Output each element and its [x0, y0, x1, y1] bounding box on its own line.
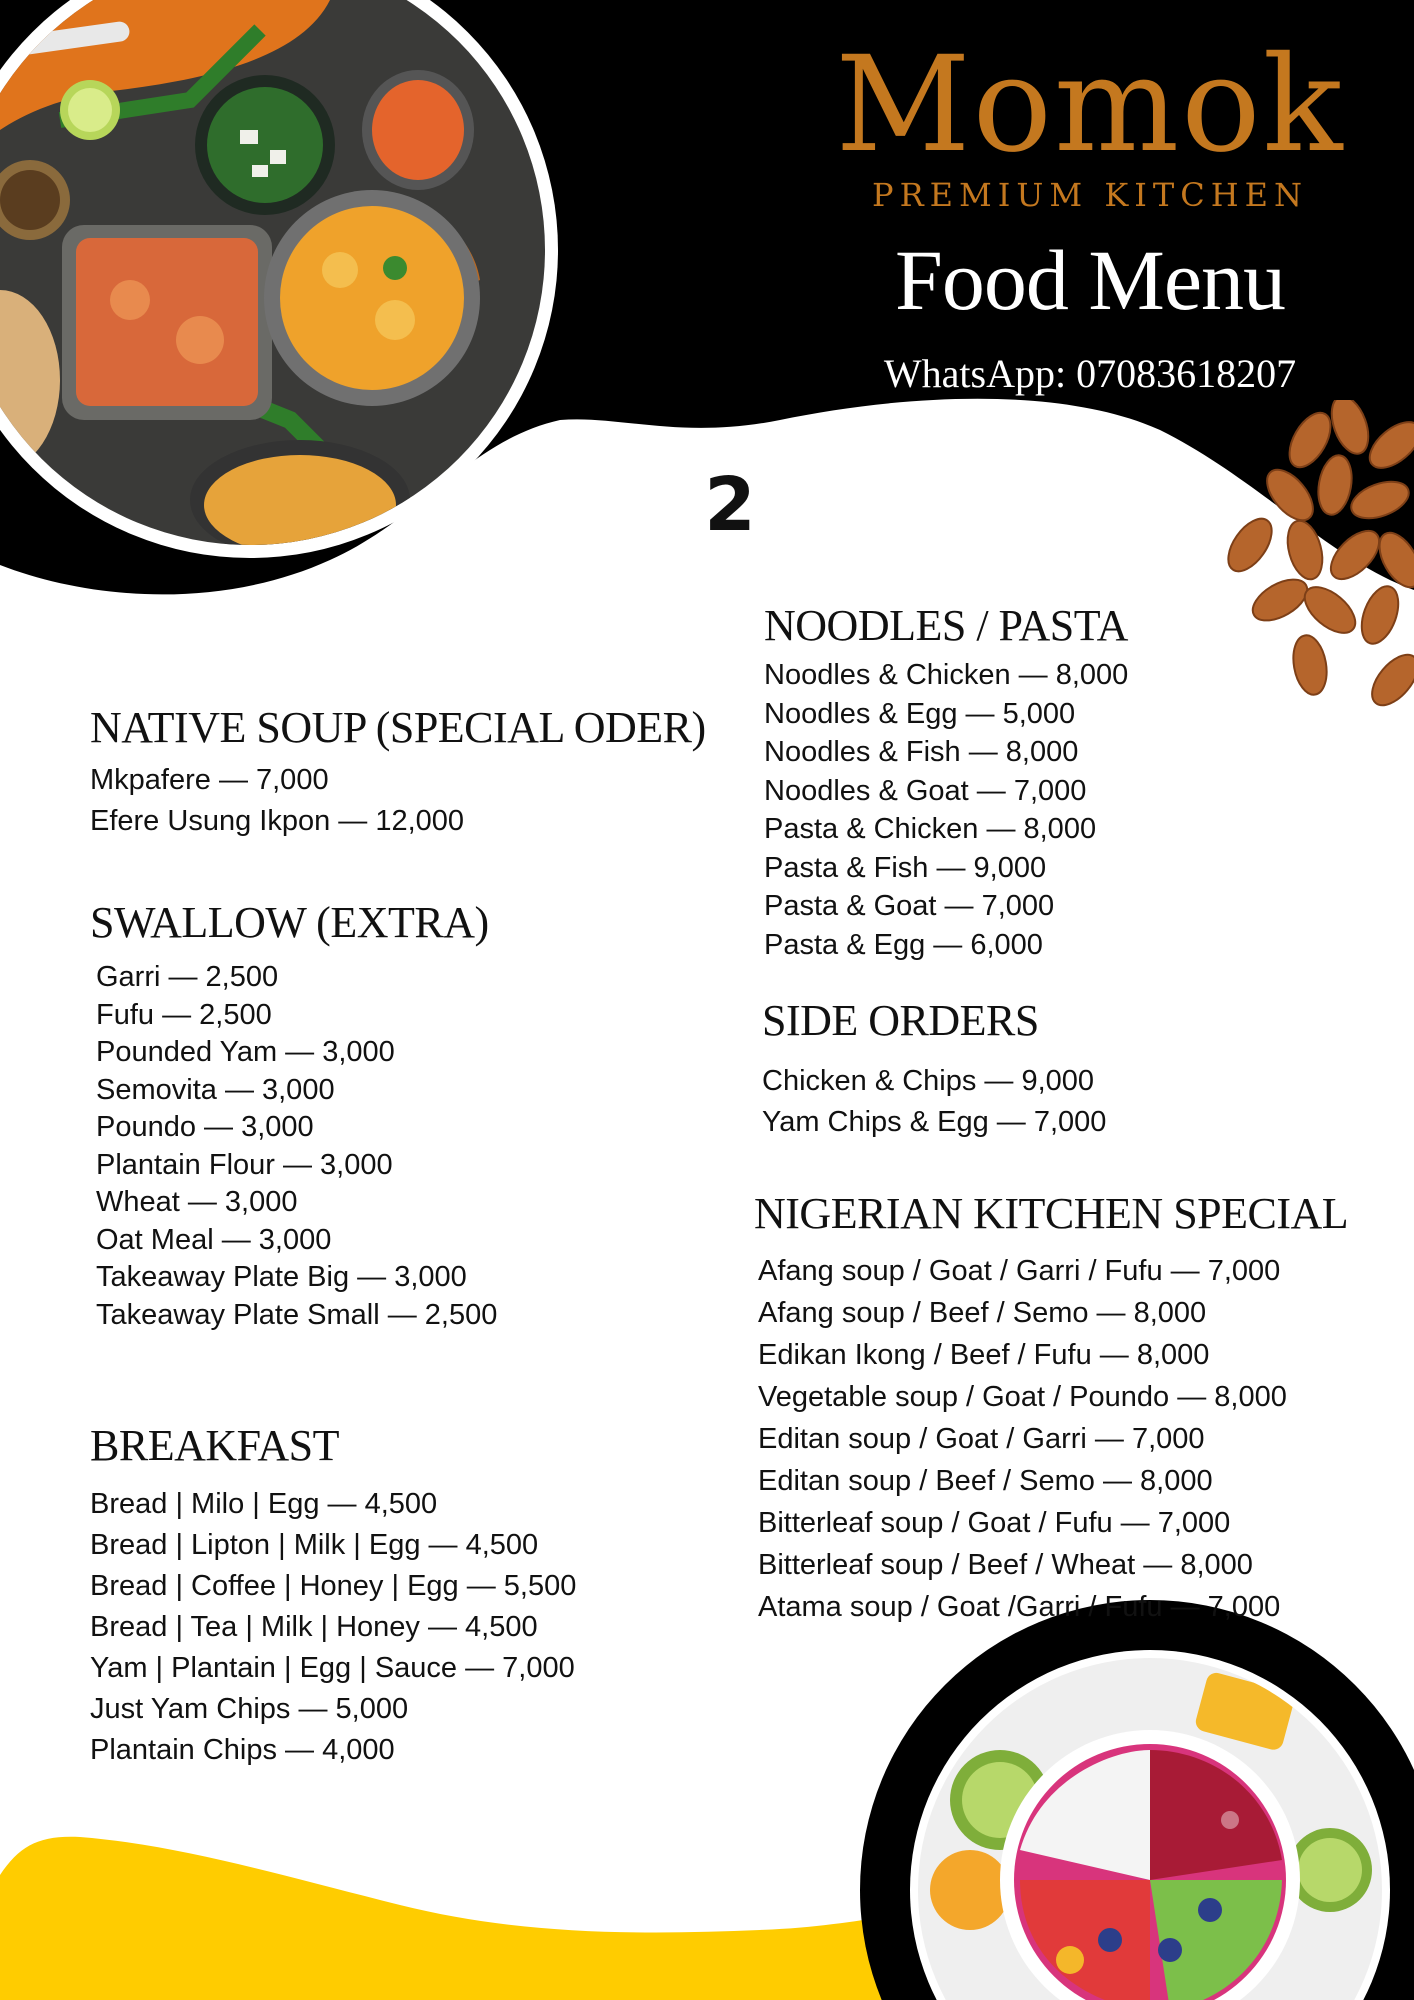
menu-item: Edikan Ikong / Beef / Fufu — 8,000	[758, 1339, 1210, 1371]
menu-item: Noodles & Chicken — 8,000	[764, 659, 1129, 691]
menu-item: Noodles & Goat — 7,000	[764, 774, 1087, 807]
almonds-photo	[1210, 400, 1414, 730]
menu-item: Mkpafere — 7,000	[90, 764, 329, 796]
menu-item: Bread | Coffee | Honey | Egg — 5,500	[90, 1570, 577, 1602]
menu-item: Wheat — 3,000	[96, 1186, 298, 1218]
item-list	[90, 760, 706, 842]
section-title: SWALLOW (EXTRA)	[90, 898, 489, 947]
menu-item: Bread | Milo | Egg — 4,500	[90, 1488, 438, 1520]
footer-yellow-wave	[0, 1837, 900, 2000]
section-title: BREAKFAST	[90, 1421, 339, 1470]
menu-item: Takeaway Plate Big — 3,000	[96, 1261, 467, 1293]
menu-item: Yam Chips & Egg — 7,000	[762, 1106, 1107, 1138]
section-breakfast	[90, 1420, 576, 1771]
section-noodles-pasta	[764, 600, 1128, 964]
indian-dishes-photo	[0, 0, 560, 560]
menu-item: Plantain Flour — 3,000	[96, 1148, 393, 1181]
menu-item: Noodles & Fish — 8,000	[764, 736, 1079, 768]
menu-item: Pasta & Goat — 7,000	[764, 890, 1055, 922]
fruit-bowl-photo	[910, 1650, 1414, 2000]
item-list	[90, 1484, 576, 1771]
item-list	[758, 1250, 1348, 1628]
menu-item: Atama soup / Goat /Garri / Fufu — 7,000	[758, 1591, 1281, 1623]
section-title: SIDE ORDERS	[762, 996, 1039, 1045]
item-list	[762, 1061, 1106, 1143]
menu-item: Pasta & Chicken — 8,000	[764, 813, 1097, 845]
brand-header	[820, 30, 1360, 397]
menu-item: Takeaway Plate Small — 2,500	[96, 1298, 498, 1331]
menu-item: Oat Meal — 3,000	[96, 1223, 332, 1256]
menu-item: Yam | Plantain | Egg | Sauce — 7,000	[90, 1652, 575, 1684]
menu-item: Semovita — 3,000	[96, 1073, 335, 1106]
section-title: NATIVE SOUP (SPECIAL ODER)	[90, 703, 706, 752]
whatsapp-contact: WhatsApp: 07083618207	[883, 351, 1297, 396]
item-list	[764, 656, 1128, 964]
menu-item: Plantain Chips — 4,000	[90, 1734, 395, 1766]
menu-item: Bread | Lipton | Milk | Egg — 4,500	[90, 1529, 539, 1561]
menu-item: Just Yam Chips — 5,000	[90, 1693, 409, 1725]
brand-tagline: PREMIUM KITCHEN	[872, 176, 1308, 214]
menu-item: Bread | Tea | Milk | Honey — 4,500	[90, 1611, 538, 1643]
menu-item: Pasta & Fish — 9,000	[764, 851, 1047, 884]
menu-item: Editan soup / Goat / Garri — 7,000	[758, 1423, 1205, 1455]
menu-item: Afang soup / Beef / Semo — 8,000	[758, 1297, 1207, 1329]
menu-item: Noodles & Egg — 5,000	[764, 697, 1076, 730]
menu-item: Fufu — 2,500	[96, 998, 272, 1031]
section-side-orders	[762, 995, 1106, 1143]
section-title: NOODLES / PASTA	[764, 601, 1128, 650]
menu-item: Pasta & Egg — 6,000	[764, 928, 1043, 961]
section-swallow	[90, 897, 497, 1334]
menu-item: Efere Usung Ikpon — 12,000	[90, 805, 465, 837]
menu-item: Afang soup / Goat / Garri / Fufu — 7,000	[758, 1255, 1281, 1287]
menu-item: Poundo — 3,000	[96, 1111, 314, 1143]
section-nigerian-kitchen-special	[754, 1188, 1348, 1628]
menu-item: Garri — 2,500	[96, 961, 279, 993]
menu-item: Bitterleaf soup / Goat / Fufu — 7,000	[758, 1507, 1231, 1539]
menu-item: Bitterleaf soup / Beef / Wheat — 8,000	[758, 1549, 1253, 1581]
menu-item: Vegetable soup / Goat / Poundo — 8,000	[758, 1381, 1287, 1413]
page-number: 2	[704, 462, 756, 548]
section-native-soup	[90, 702, 706, 842]
menu-item: Pounded Yam — 3,000	[96, 1036, 395, 1068]
item-list	[96, 959, 497, 1334]
brand-logo: Momok	[835, 28, 1345, 182]
section-title: NIGERIAN KITCHEN SPECIAL	[754, 1189, 1349, 1238]
menu-item: Editan soup / Beef / Semo — 8,000	[758, 1465, 1213, 1497]
menu-item: Chicken & Chips — 9,000	[762, 1065, 1095, 1097]
menu-title: Food Menu	[895, 232, 1285, 328]
